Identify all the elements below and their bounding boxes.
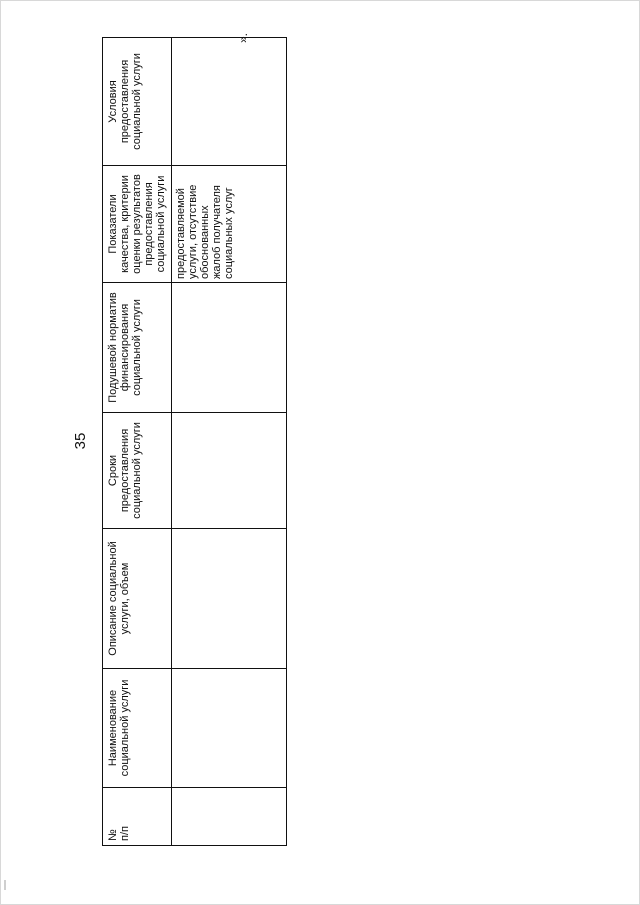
cell-quality-indicators: предоставляемой услуги, отсутствие обоснованных жалоб получателя социальных услуг bbox=[172, 166, 287, 283]
header-funding-norm: Подушевой норматив финансирования социальной услуги bbox=[103, 283, 172, 413]
cell-service-name bbox=[172, 669, 287, 788]
header-service-terms: Сроки предоставления социальной услуги bbox=[103, 413, 172, 529]
cell-service-description bbox=[172, 529, 287, 669]
header-num: № п/п bbox=[103, 788, 172, 846]
table-row bbox=[172, 38, 287, 846]
closing-quote: ». bbox=[236, 32, 250, 43]
cell-service-terms bbox=[172, 413, 287, 529]
page-number: 35 bbox=[72, 432, 89, 450]
social-services-table bbox=[102, 37, 287, 846]
table-header-row bbox=[103, 38, 172, 846]
header-service-name: Наименование социальной услуги bbox=[103, 669, 172, 788]
header-service-conditions: Условия предоставления социальной услуги bbox=[103, 38, 172, 166]
cell-service-conditions bbox=[172, 38, 287, 166]
cell-num bbox=[172, 788, 287, 846]
header-quality-indicators: Показатели качества, критерии оценки результатов предоставления социальной услуги bbox=[103, 166, 172, 283]
header-service-description: Описание социальной услуги, объем bbox=[103, 529, 172, 669]
cell-funding-norm bbox=[172, 283, 287, 413]
